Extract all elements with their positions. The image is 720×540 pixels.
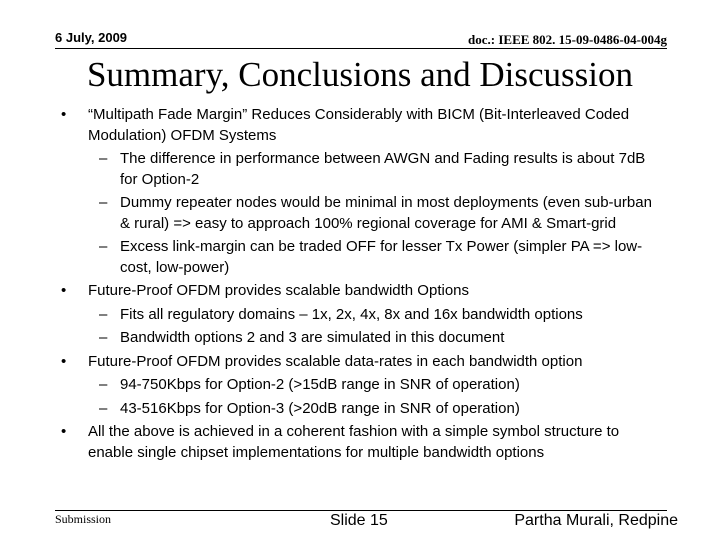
footer-submission: Submission — [55, 512, 112, 526]
sub-bullet-text: Fits all regulatory domains – 1x, 2x, 4x, 8x and 16x bandwidth options — [120, 305, 583, 323]
sub-bullet-item — [0, 328, 660, 349]
sub-bullet-marker: – — [99, 329, 108, 346]
sub-bullet-text: Dummy repeater nodes would be minimal in most deployments (even sub-urban & rural) => easy to approach 100% regional coverage for AMI & Smart-grid — [120, 194, 652, 232]
footer-author: Partha Murali, Redpine — [514, 512, 678, 529]
sub-bullet-item — [0, 193, 660, 234]
bullet-text: “Multipath Fade Margin” Reduces Considerably with BICM (Bit-Interleaved Coded Modulation) OFDM Systems — [88, 106, 630, 144]
sub-bullet-marker: – — [99, 194, 108, 211]
bullet-text: Future-Proof OFDM provides scalable bandwidth Options — [88, 282, 470, 299]
sub-bullet-marker: – — [99, 399, 108, 417]
sub-bullet-marker: – — [99, 376, 108, 393]
sub-bullet-text: 43-516Kbps for Option-3 (>20dB range in SNR of operation) — [120, 399, 520, 417]
bullet-item — [0, 105, 658, 146]
slide-title: Summary, Conclusions and Discussion — [86, 55, 634, 94]
bullet-marker: • — [61, 106, 67, 123]
sub-bullet-marker: – — [99, 150, 108, 167]
sub-bullet-marker: – — [99, 238, 108, 255]
bullet-marker: • — [61, 423, 67, 440]
bullet-item — [0, 281, 658, 302]
bullet-text: Future-Proof OFDM provides scalable data-rates in each bandwidth option — [88, 352, 583, 370]
sub-bullet-text: Bandwidth options 2 and 3 are simulated in this document — [120, 329, 505, 346]
bullet-item — [0, 422, 658, 463]
header-date: 6 July, 2009 — [55, 30, 128, 45]
sub-bullet-item — [0, 375, 660, 396]
sub-bullet-text: 94-750Kbps for Option-2 (>15dB range in SNR of operation) — [120, 376, 520, 393]
bullet-item — [0, 352, 658, 373]
header-divider — [55, 48, 667, 49]
sub-bullet-text: Excess link-margin can be traded OFF for lesser Tx Power (simpler PA => low-cost, low-power) — [120, 238, 643, 276]
bullet-marker: • — [61, 352, 67, 370]
sub-bullet-item — [0, 399, 660, 420]
sub-bullet-marker: – — [99, 305, 108, 323]
footer-slide-number: Slide 15 — [330, 512, 388, 529]
slide-body — [0, 105, 720, 466]
sub-bullet-item — [0, 237, 660, 278]
footer-divider — [55, 510, 667, 511]
sub-bullet-item — [0, 149, 660, 190]
bullet-marker: • — [61, 282, 67, 299]
sub-bullet-text: The difference in performance between AWGN and Fading results is about 7dB for Option-2 — [120, 150, 646, 188]
sub-bullet-item — [0, 305, 660, 326]
bullet-text: All the above is achieved in a coherent fashion with a simple symbol structure to enable single chipset implementations for multiple bandwidth options — [88, 423, 620, 461]
header-doc-id: doc.: IEEE 802. 15-09-0486-04-004g — [468, 32, 667, 47]
